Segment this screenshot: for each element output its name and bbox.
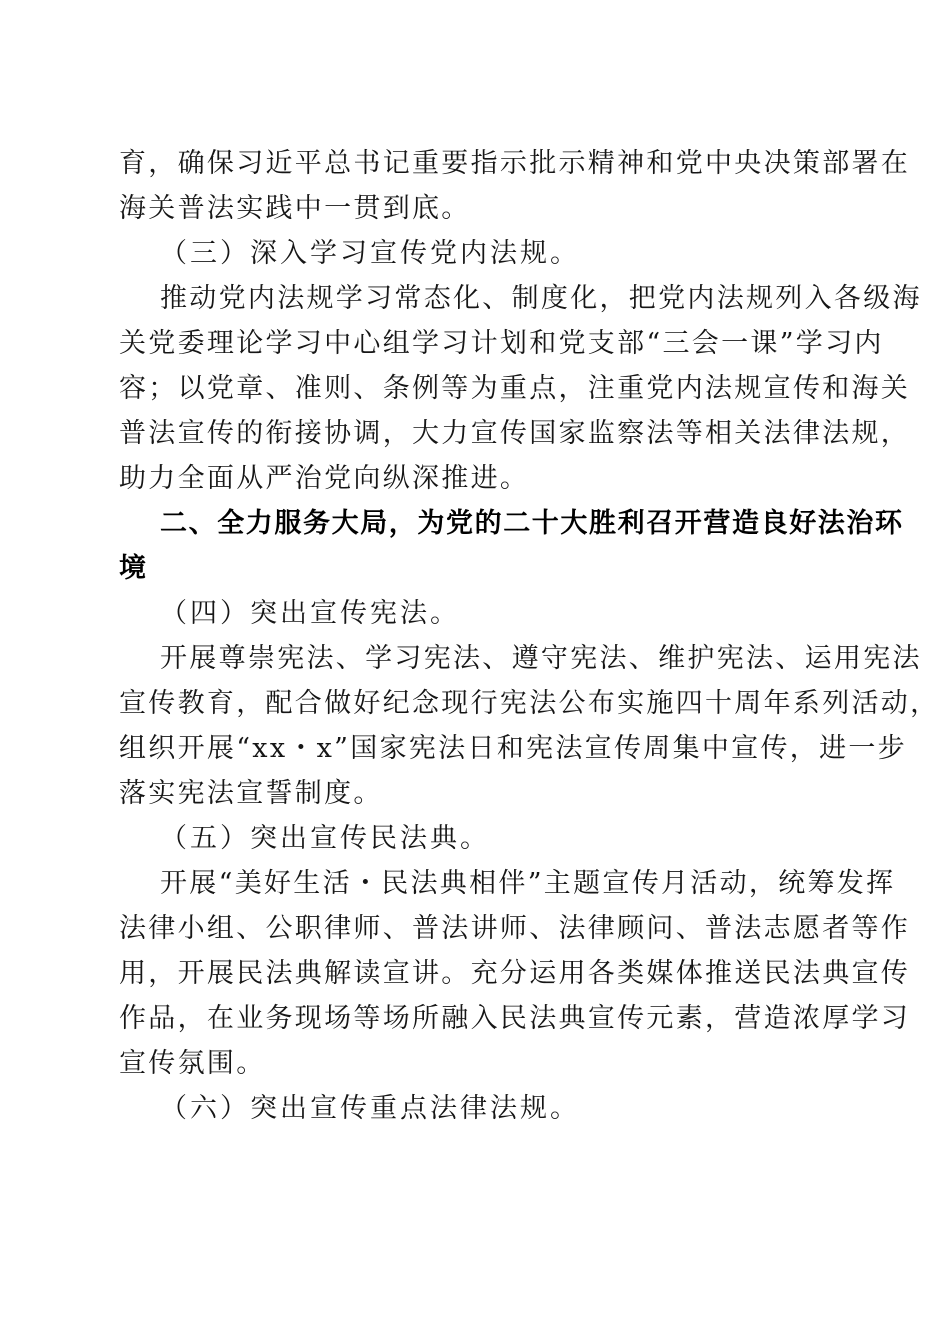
section-heading-5: （五）突出宣传民法典。 — [160, 823, 490, 854]
paragraph-line: 普法宣传的衔接协调，大力宣传国家监察法等相关法律法规， — [119, 418, 911, 449]
paragraph-line: 宣传氛围。 — [119, 1048, 266, 1079]
section-heading-6: （六）突出宣传重点法律法规。 — [160, 1093, 580, 1124]
paragraph-line: 育，确保习近平总书记重要指示批示精神和党中央决策部署在 — [119, 148, 911, 179]
paragraph-line: 宣传教育，配合做好纪念现行宪法公布实施四十周年系列活动， — [119, 688, 940, 719]
paragraph-line: 海关普法实践中一贯到底。 — [119, 193, 471, 224]
paragraph-line: 助力全面从严治党向纵深推进。 — [119, 463, 530, 494]
paragraph-line: 作品，在业务现场等场所融入民法典宣传元素，营造浓厚学习 — [119, 1003, 911, 1034]
paragraph-line: 关党委理论学习中心组学习计划和党支部“三会一课”学习内 — [119, 328, 884, 359]
paragraph-line: 组织开展“xx・x”国家宪法日和宪法宣传周集中宣传，进一步 — [119, 733, 907, 764]
paragraph-line: 容；以党章、准则、条例等为重点，注重党内法规宣传和海关 — [119, 373, 911, 404]
paragraph-line: 推动党内法规学习常态化、制度化，把党内法规列入各级海 — [160, 283, 922, 314]
paragraph-line: 法律小组、公职律师、普法讲师、法律顾问、普法志愿者等作 — [119, 913, 911, 944]
paragraph-line: 落实宪法宣誓制度。 — [119, 778, 383, 809]
section-heading-4: （四）突出宣传宪法。 — [160, 598, 460, 629]
chapter-heading-2: 二、全力服务大局，为党的二十大胜利召开营造良好法治环 — [160, 508, 904, 539]
paragraph-line: 开展尊崇宪法、学习宪法、遵守宪法、维护宪法、运用宪法 — [160, 643, 922, 674]
paragraph-line: 开展“美好生活・民法典相伴”主题宣传月活动，统筹发挥 — [160, 868, 896, 899]
paragraph-line: 用，开展民法典解读宣讲。充分运用各类媒体推送民法典宣传 — [119, 958, 911, 989]
chapter-heading-2-cont: 境 — [119, 553, 148, 584]
section-heading-3: （三）深入学习宣传党内法规。 — [160, 238, 580, 269]
